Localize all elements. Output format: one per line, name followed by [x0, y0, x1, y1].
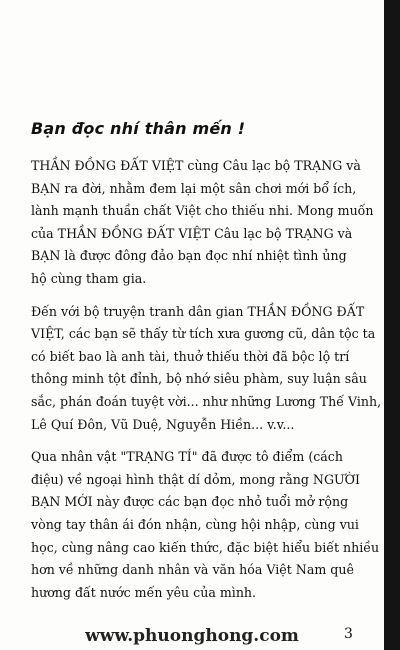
text-line: BẠN là được đông đảo bạn đọc nhí nhiệt tình ủng	[31, 248, 347, 264]
body-text	[31, 155, 382, 614]
text-line: lành mạnh thuần chất Việt cho thiếu nhi. Mong muốn	[31, 203, 374, 219]
text-line: vòng tay thân ái đón nhận, cùng hội nhập, cùng vui	[31, 516, 359, 532]
text-line: Qua nhân vật "TRẠNG TÍ" đã được tô điểm (cách	[31, 449, 343, 465]
text-line: hơn về những danh nhân và văn hóa Việt Nam quê	[31, 562, 354, 578]
text-line: BẠN ra đời, nhằm đem lại một sân chơi mới bổ ích,	[31, 180, 357, 196]
paragraph-2	[31, 301, 382, 437]
text-line: hộ cùng tham gia.	[31, 270, 147, 286]
text-line: có biết bao là anh tài, thuở thiếu thời đã bộc lộ trí	[31, 348, 350, 364]
text-line: điệu) về ngoại hình thật dí dỏm, mong rằng NGƯỜI	[31, 471, 360, 487]
page-number: 3	[344, 626, 353, 642]
page-edge-shadow	[384, 0, 400, 650]
text-line: THẦN ĐỒNG ĐẤT VIỆT cùng Câu lạc bộ TRẠNG và	[31, 158, 361, 173]
text-line: sắc, phán đoán tuyệt vời... như những Lương Thế Vinh,	[31, 393, 382, 409]
paragraph-1	[31, 155, 377, 291]
text-line: học, cùng nâng cao kiến thức, đặc biệt hiểu biết nhiều	[31, 539, 380, 555]
page-heading: Bạn đọc nhí thân mến !	[31, 119, 246, 138]
footer-url: www.phuonghong.com	[85, 626, 299, 646]
text-line: hương đất nước mến yêu của mình.	[31, 584, 257, 600]
text-line: BẠN MỚI này được các bạn đọc nhỏ tuổi mở rộng	[31, 494, 349, 510]
text-line: VIỆT, các bạn sẽ thấy từ tích xưa gương cũ, dân tộc ta	[31, 326, 376, 342]
text-line: Đến với bộ truyện tranh dân gian THẦN ĐỒNG ĐẤT	[31, 303, 365, 319]
text-line: của THẦN ĐỒNG ĐẤT VIỆT Câu lạc bộ TRẠNG và	[31, 225, 353, 241]
text-line: thông minh tột đỉnh, bộ nhớ siêu phàm, suy luận sâu	[31, 371, 367, 387]
text-line: Lê Quí Đôn, Vũ Duệ, Nguyễn Hiền... v.v...	[31, 416, 295, 432]
paragraph-3	[31, 446, 380, 604]
